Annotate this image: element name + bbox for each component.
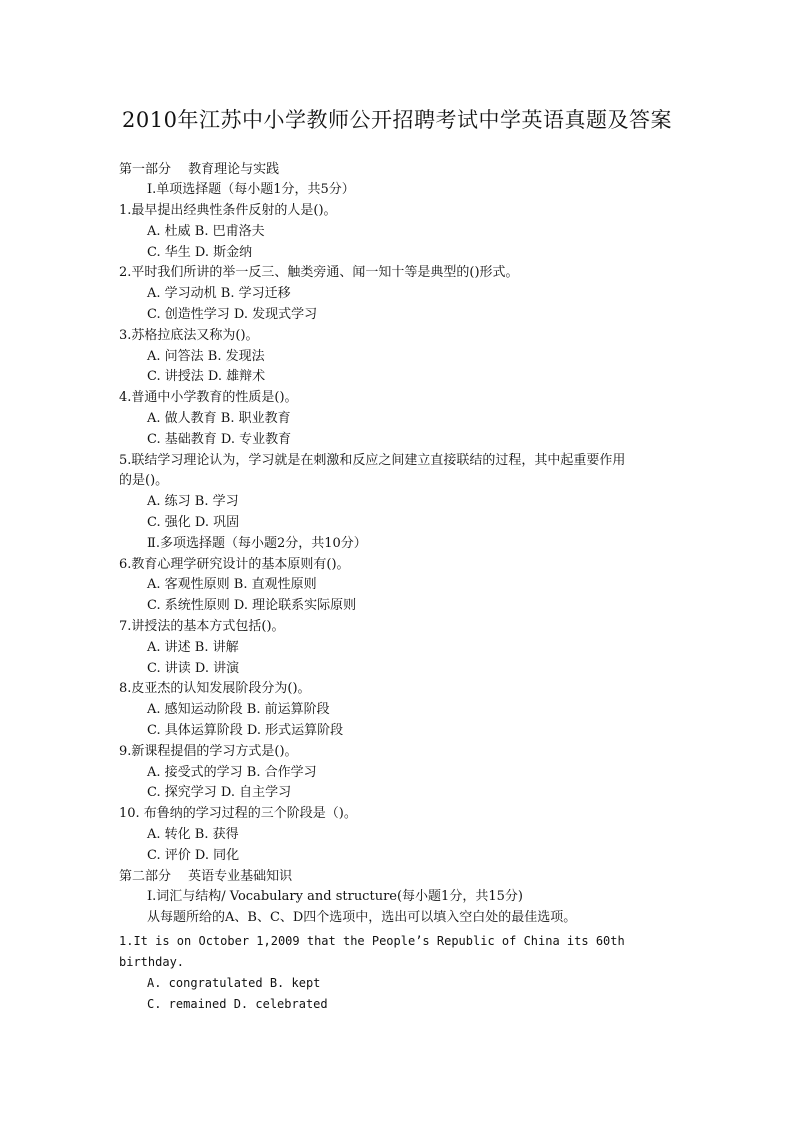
question-5-options-cd: C. 强化 D. 巩固 [147,515,240,530]
question-1-options-cd: C. 华生 D. 斯金纳 [147,245,253,260]
question-3-options-ab: A. 问答法 B. 发现法 [147,349,265,364]
question-1: 1.最早提出经典性条件反射的人是()。 [119,203,337,218]
question-4-options-ab: A. 做人教育 B. 职业教育 [147,411,291,426]
part2-heading: 第二部分 英语专业基础知识 [119,869,293,884]
english-question-1-options-ab: A. congratulated B. kept [147,976,321,990]
part1-section2-heading: Ⅱ.多项选择题（每小题2分，共10分） [147,536,367,551]
english-question-1-options-cd: C. remained D. celebrated [147,997,328,1011]
question-10-options-ab: A. 转化 B. 获得 [147,827,239,842]
question-9-options-ab: A. 接受式的学习 B. 合作学习 [147,765,317,780]
question-7-options-ab: A. 讲述 B. 讲解 [147,640,239,655]
question-8-options-ab: A. 感知运动阶段 B. 前运算阶段 [147,702,330,717]
question-2-options-ab: A. 学习动机 B. 学习迁移 [147,286,291,301]
english-question-1-line2: birthday. [119,955,185,969]
question-6-options-cd: C. 系统性原则 D. 理论联系实际原则 [147,598,357,613]
question-7: 7.讲授法的基本方式包括()。 [119,619,285,634]
question-6-options-ab: A. 客观性原则 B. 直观性原则 [147,577,317,592]
question-3: 3.苏格拉底法又称为()。 [119,328,259,343]
english-question-1-line1: 1.It is on October 1,2009 that the People’s Republic of China its 60th [119,934,625,948]
part1-heading: 第一部分 教育理论与实践 [119,162,280,177]
question-2-options-cd: C. 创造性学习 D. 发现式学习 [147,307,318,322]
question-3-options-cd: C. 讲授法 D. 雄辩术 [147,369,266,384]
question-5-options-ab: A. 练习 B. 学习 [147,494,239,509]
question-9: 9.新课程提倡的学习方式是()。 [119,744,298,759]
question-5-line1: 5.联结学习理论认为，学习就是在刺激和反应之间建立直接联结的过程，其中起重要作用 [119,453,626,468]
part2-instruction: 从每题所给的A、B、C、D四个选项中，选出可以填入空白处的最佳选项。 [147,910,577,925]
question-7-options-cd: C. 讲读 D. 讲演 [147,661,240,676]
document-title: 2010年江苏中小学教师公开招聘考试中学英语真题及答案 [122,108,672,132]
question-9-options-cd: C. 探究学习 D. 自主学习 [147,785,292,800]
question-1-options-ab: A. 杜威 B. 巴甫洛夫 [147,224,265,239]
question-10-options-cd: C. 评价 D. 同化 [147,848,240,863]
question-6: 6.教育心理学研究设计的基本原则有()。 [119,557,350,572]
question-4-options-cd: C. 基础教育 D. 专业教育 [147,432,292,447]
part1-section1-heading: Ⅰ.单项选择题（每小题1分，共5分） [147,182,355,197]
question-5-line2: 的是()。 [119,473,169,488]
part2-section1-heading: Ⅰ.词汇与结构/ Vocabulary and structure(每小题1分，共15分) [147,889,523,904]
question-4: 4.普通中小学教育的性质是()。 [119,390,298,405]
question-8-options-cd: C. 具体运算阶段 D. 形式运算阶段 [147,723,344,738]
question-8: 8.皮亚杰的认知发展阶段分为()。 [119,681,311,696]
question-10: 10. 布鲁纳的学习过程的三个阶段是（)。 [119,806,357,821]
question-2: 2.平时我们所讲的举一反三、触类旁通、闻一知十等是典型的()形式。 [119,265,519,280]
